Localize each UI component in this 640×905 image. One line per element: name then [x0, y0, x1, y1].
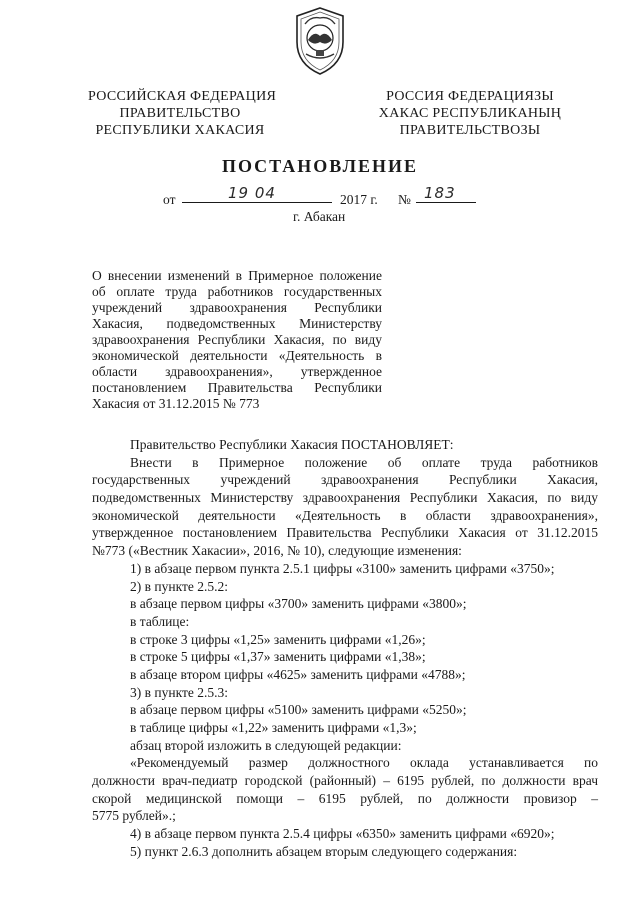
para-line: подведомственных Министерству здравоохранения Республики Хакасия, по виду: [92, 490, 598, 506]
amendment-item: в абзаце первом цифры «5100» заменить цифрами «5250»;: [130, 702, 467, 718]
amendment-item: в абзаце втором цифры «4625» заменить цифрами «4788»;: [130, 666, 466, 682]
quote-line: «Рекомендуемый размер должностного оклада устанавливается по: [130, 755, 598, 771]
handwritten-number: 183: [424, 184, 456, 202]
para-line: №773 («Вестник Хакасии», 2016, № 10), следующие изменения:: [92, 543, 462, 559]
amendment-item: 2) в пункте 2.5.2:: [130, 578, 228, 594]
header-left-line-3: РЕСПУБЛИКИ ХАКАСИЯ: [95, 123, 265, 138]
amendment-item: в строке 3 цифры «1,25» заменить цифрами «1,26»;: [130, 631, 426, 647]
handwritten-date: 19 04: [228, 184, 276, 202]
amendment-item: 4) в абзаце первом пункта 2.5.4 цифры «6350» заменить цифрами «6920»;: [130, 826, 555, 842]
subject-line: экономической деятельности «Деятельность в: [92, 348, 382, 363]
city: г. Абакан: [293, 209, 346, 224]
amendment-item: 1) в абзаце первом пункта 2.5.1 цифры «3100» заменить цифрами «3750»;: [130, 560, 555, 576]
quote-line: должности врач-педиатр городской (районный) – 6195 рублей, по должности врач: [92, 773, 598, 789]
subject-line: здравоохранения Республики Хакасия, по виду: [92, 332, 382, 347]
header-right-line-2: ХАКАС РЕСПУБЛИКАНЫҢ: [378, 106, 562, 121]
header-left-line-1: РОССИЙСКАЯ ФЕДЕРАЦИЯ: [88, 89, 277, 104]
date-prefix: от: [163, 192, 176, 207]
amendment-item: абзац второй изложить в следующей редакции:: [130, 737, 402, 753]
amendment-item: 5) пункт 2.6.3 дополнить абзацем вторым следующего содержания:: [130, 843, 518, 859]
subject-line: О внесении изменений в Примерное положение: [92, 268, 382, 283]
para-line: утвержденное постановлением Правительства Республики Хакасия от 31.12.2015: [92, 525, 598, 541]
para-line: Внести в Примерное положение об оплате труда работников: [130, 454, 598, 470]
header-right-line-3: ПРАВИТЕЛЬСТВОЗЫ: [399, 123, 541, 138]
subject-line: области здравоохранения», утвержденное: [92, 364, 382, 379]
subject-line: об оплате труда работников государственных: [92, 284, 382, 299]
document-body: [92, 436, 598, 861]
header-left: [88, 88, 277, 139]
quote-line: скорой медицинской помощи – 6195 рублей, по должности провизор –: [92, 790, 598, 806]
amendment-item: в строке 5 цифры «1,37» заменить цифрами «1,38»;: [130, 649, 426, 665]
subject-line: постановлением Правительства Республики: [92, 380, 382, 395]
header-right: [368, 88, 572, 139]
year: 2017 г.: [340, 192, 378, 207]
subject-line: Хакасия от 31.12.2015 № 773: [92, 396, 260, 411]
document-title: ПОСТАНОВЛЕНИЕ: [221, 156, 419, 176]
para-line: государственных учреждений здравоохранения Республики Хакасия,: [92, 472, 598, 488]
subject-block: [92, 268, 382, 412]
subject-line: учреждений здравоохранения Республики: [92, 300, 382, 315]
header-right-line-1: РОССИЯ ФЕДЕРАЦИЯЗЫ: [386, 89, 554, 104]
coat-of-arms-emblem: [291, 6, 349, 76]
amendment-item: в таблице цифры «1,22» заменить цифрами «1,3»;: [130, 720, 417, 735]
header-left-line-2: ПРАВИТЕЛЬСТВО: [119, 106, 241, 121]
decree-statement: Правительство Республики Хакасия ПОСТАНОВЛЯЕТ:: [130, 437, 454, 452]
para-line: экономической деятельности «Деятельность в области здравоохранения»,: [92, 507, 598, 523]
subject-line: Хакасия, подведомственных Министерству: [92, 316, 382, 331]
amendment-item: в абзаце первом цифры «3700» заменить цифрами «3800»;: [130, 596, 467, 612]
amendment-item: в таблице:: [130, 613, 190, 629]
quote-line: 5775 рублей».;: [92, 808, 176, 824]
number-sign: №: [398, 192, 411, 207]
amendment-item: 3) в пункте 2.5.3:: [130, 684, 228, 700]
